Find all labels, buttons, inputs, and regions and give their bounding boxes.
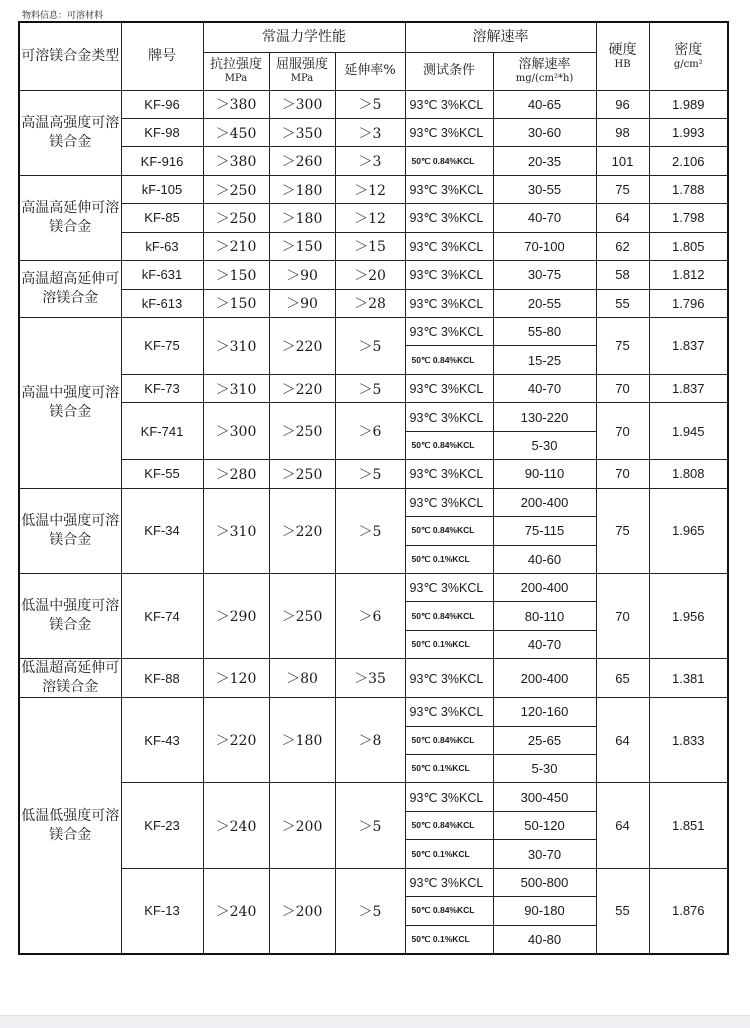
test-condition: 50℃ 0.84%KCL — [405, 602, 493, 630]
dissolution-rate: 20-35 — [493, 147, 596, 175]
elongation: ＞5 — [335, 783, 405, 868]
density-value: 1.989 — [649, 90, 728, 118]
alloy-grade: KF-74 — [121, 573, 203, 658]
density-value: 1.788 — [649, 175, 728, 203]
elongation: ＞28 — [335, 289, 405, 317]
alloy-category: 低温中强度可溶镁合金 — [19, 488, 121, 573]
elongation: ＞5 — [335, 90, 405, 118]
test-condition: 93℃ 3%KCL — [405, 90, 493, 118]
table-row — [19, 289, 728, 317]
hardness-value: 75 — [596, 175, 649, 203]
header-dissolution-rate: 溶解速率 mg/(cm²*h) — [493, 52, 596, 90]
test-condition: 93℃ 3%KCL — [405, 488, 493, 516]
test-condition: 50℃ 0.84%KCL — [405, 431, 493, 459]
header-density: 密度 g/cm² — [649, 22, 728, 90]
hardness-value: 64 — [596, 204, 649, 232]
alloy-grade: KF-85 — [121, 204, 203, 232]
tensile-strength: ＞280 — [203, 460, 269, 488]
dissolution-rate: 200-400 — [493, 573, 596, 601]
dissolution-rate: 500-800 — [493, 868, 596, 896]
table-body — [19, 90, 728, 954]
header-mechanical-group: 常温力学性能 — [203, 22, 405, 52]
test-condition: 50℃ 0.84%KCL — [405, 346, 493, 374]
test-condition: 93℃ 3%KCL — [405, 318, 493, 346]
dissolution-rate: 200-400 — [493, 488, 596, 516]
alloy-grade: KF-73 — [121, 374, 203, 402]
hardness-value: 64 — [596, 783, 649, 868]
hardness-value: 70 — [596, 374, 649, 402]
elongation: ＞15 — [335, 232, 405, 260]
dissolution-rate: 75-115 — [493, 517, 596, 545]
test-condition: 93℃ 3%KCL — [405, 232, 493, 260]
dissolution-rate: 50-120 — [493, 811, 596, 839]
elongation: ＞12 — [335, 204, 405, 232]
yield-strength: ＞250 — [269, 573, 335, 658]
density-value: 1.812 — [649, 261, 728, 289]
dissolution-rate: 5-30 — [493, 754, 596, 782]
test-condition: 93℃ 3%KCL — [405, 118, 493, 146]
alloy-grade: KF-55 — [121, 460, 203, 488]
table-row — [19, 118, 728, 146]
tensile-strength: ＞450 — [203, 118, 269, 146]
alloy-grade: KF-13 — [121, 868, 203, 954]
density-value: 1.956 — [649, 573, 728, 658]
test-condition: 50℃ 0.1%KCL — [405, 545, 493, 573]
tensile-strength: ＞120 — [203, 659, 269, 698]
alloy-grade: kF-105 — [121, 175, 203, 203]
test-condition: 50℃ 0.1%KCL — [405, 840, 493, 868]
dissolution-rate: 80-110 — [493, 602, 596, 630]
tensile-strength: ＞300 — [203, 403, 269, 460]
dissolution-rate: 30-70 — [493, 840, 596, 868]
table-row — [19, 460, 728, 488]
test-condition: 93℃ 3%KCL — [405, 175, 493, 203]
dissolution-rate: 30-60 — [493, 118, 596, 146]
dissolution-rate: 15-25 — [493, 346, 596, 374]
density-value: 1.837 — [649, 318, 728, 375]
table-row — [19, 698, 728, 726]
table-row — [19, 90, 728, 118]
density-value: 1.993 — [649, 118, 728, 146]
alloy-category: 低温超高延伸可溶镁合金 — [19, 659, 121, 698]
alloy-category: 高温高强度可溶镁合金 — [19, 90, 121, 175]
table-row — [19, 318, 728, 346]
dissolution-rate: 300-450 — [493, 783, 596, 811]
dissolution-rate: 90-110 — [493, 460, 596, 488]
alloy-grade: KF-916 — [121, 147, 203, 175]
table-row — [19, 868, 728, 896]
test-condition: 93℃ 3%KCL — [405, 261, 493, 289]
density-value: 1.833 — [649, 698, 728, 783]
hardness-value: 101 — [596, 147, 649, 175]
header-test-condition: 测试条件 — [405, 52, 493, 90]
dissolution-rate: 40-65 — [493, 90, 596, 118]
tensile-strength: ＞310 — [203, 374, 269, 402]
hardness-value: 70 — [596, 573, 649, 658]
alloy-spec-table — [18, 21, 729, 955]
elongation: ＞5 — [335, 374, 405, 402]
header-yield: 屈服强度 MPa — [269, 52, 335, 90]
test-condition: 93℃ 3%KCL — [405, 204, 493, 232]
alloy-grade: KF-23 — [121, 783, 203, 868]
test-condition: 50℃ 0.84%KCL — [405, 811, 493, 839]
alloy-grade: KF-98 — [121, 118, 203, 146]
test-condition: 50℃ 0.84%KCL — [405, 517, 493, 545]
density-value: 1.837 — [649, 374, 728, 402]
hardness-value: 58 — [596, 261, 649, 289]
table-row — [19, 147, 728, 175]
table-row — [19, 175, 728, 203]
alloy-grade: kF-613 — [121, 289, 203, 317]
elongation: ＞3 — [335, 118, 405, 146]
hardness-value: 98 — [596, 118, 649, 146]
dissolution-rate: 25-65 — [493, 726, 596, 754]
density-value: 1.798 — [649, 204, 728, 232]
yield-strength: ＞90 — [269, 261, 335, 289]
test-condition: 93℃ 3%KCL — [405, 374, 493, 402]
table-row — [19, 403, 728, 431]
hardness-value: 65 — [596, 659, 649, 698]
dissolution-rate: 20-55 — [493, 289, 596, 317]
table-row — [19, 232, 728, 260]
hardness-value: 64 — [596, 698, 649, 783]
hardness-value: 55 — [596, 289, 649, 317]
hardness-value: 70 — [596, 403, 649, 460]
table-row — [19, 374, 728, 402]
dissolution-rate: 30-55 — [493, 175, 596, 203]
hardness-value: 75 — [596, 488, 649, 573]
table-row — [19, 261, 728, 289]
density-value: 1.965 — [649, 488, 728, 573]
density-value: 1.805 — [649, 232, 728, 260]
test-condition: 50℃ 0.84%KCL — [405, 147, 493, 175]
table-header — [19, 22, 728, 90]
tensile-strength: ＞290 — [203, 573, 269, 658]
table-row — [19, 573, 728, 601]
test-condition: 93℃ 3%KCL — [405, 289, 493, 317]
header-dissolution-group: 溶解速率 — [405, 22, 596, 52]
alloy-category: 高温超高延伸可溶镁合金 — [19, 261, 121, 318]
test-condition: 93℃ 3%KCL — [405, 659, 493, 698]
tensile-strength: ＞310 — [203, 318, 269, 375]
tensile-strength: ＞310 — [203, 488, 269, 573]
header-grade: 牌号 — [121, 22, 203, 90]
density-value: 1.876 — [649, 868, 728, 954]
yield-strength: ＞250 — [269, 460, 335, 488]
alloy-grade: kF-63 — [121, 232, 203, 260]
dissolution-rate: 40-70 — [493, 630, 596, 658]
elongation: ＞5 — [335, 868, 405, 954]
alloy-grade: KF-88 — [121, 659, 203, 698]
elongation: ＞8 — [335, 698, 405, 783]
dissolution-rate: 40-70 — [493, 374, 596, 402]
tensile-strength: ＞240 — [203, 868, 269, 954]
density-value: 1.945 — [649, 403, 728, 460]
table-row — [19, 204, 728, 232]
header-hardness: 硬度 HB — [596, 22, 649, 90]
elongation: ＞5 — [335, 318, 405, 375]
alloy-category: 高温中强度可溶镁合金 — [19, 318, 121, 489]
yield-strength: ＞220 — [269, 374, 335, 402]
hardness-value: 75 — [596, 318, 649, 375]
hardness-value: 70 — [596, 460, 649, 488]
elongation: ＞6 — [335, 403, 405, 460]
header-category: 可溶镁合金类型 — [19, 22, 121, 90]
yield-strength: ＞220 — [269, 488, 335, 573]
tensile-strength: ＞380 — [203, 147, 269, 175]
test-condition: 50℃ 0.1%KCL — [405, 630, 493, 658]
alloy-grade: kF-631 — [121, 261, 203, 289]
yield-strength: ＞260 — [269, 147, 335, 175]
dissolution-rate: 70-100 — [493, 232, 596, 260]
test-condition: 50℃ 0.1%KCL — [405, 925, 493, 954]
tensile-strength: ＞380 — [203, 90, 269, 118]
tensile-strength: ＞250 — [203, 175, 269, 203]
tensile-strength: ＞150 — [203, 261, 269, 289]
density-value: 2.106 — [649, 147, 728, 175]
dissolution-rate: 5-30 — [493, 431, 596, 459]
test-condition: 93℃ 3%KCL — [405, 460, 493, 488]
yield-strength: ＞350 — [269, 118, 335, 146]
elongation: ＞5 — [335, 460, 405, 488]
yield-strength: ＞250 — [269, 403, 335, 460]
test-condition: 50℃ 0.84%KCL — [405, 726, 493, 754]
tensile-strength: ＞250 — [203, 204, 269, 232]
density-value: 1.851 — [649, 783, 728, 868]
hardness-value: 62 — [596, 232, 649, 260]
yield-strength: ＞150 — [269, 232, 335, 260]
table-row — [19, 659, 728, 698]
yield-strength: ＞200 — [269, 783, 335, 868]
header-elongation: 延伸率% — [335, 52, 405, 90]
dissolution-rate: 40-80 — [493, 925, 596, 954]
table-row — [19, 488, 728, 516]
alloy-grade: KF-96 — [121, 90, 203, 118]
yield-strength: ＞220 — [269, 318, 335, 375]
tensile-strength: ＞240 — [203, 783, 269, 868]
dissolution-rate: 90-180 — [493, 897, 596, 925]
test-condition: 50℃ 0.84%KCL — [405, 897, 493, 925]
dissolution-rate: 130-220 — [493, 403, 596, 431]
alloy-category: 高温高延伸可溶镁合金 — [19, 175, 121, 260]
test-condition: 93℃ 3%KCL — [405, 698, 493, 726]
yield-strength: ＞90 — [269, 289, 335, 317]
dissolution-rate: 30-75 — [493, 261, 596, 289]
alloy-grade: KF-34 — [121, 488, 203, 573]
elongation: ＞35 — [335, 659, 405, 698]
dissolution-rate: 120-160 — [493, 698, 596, 726]
bottom-bar — [0, 1015, 750, 1028]
test-condition: 93℃ 3%KCL — [405, 403, 493, 431]
dissolution-rate: 40-60 — [493, 545, 596, 573]
alloy-category: 低温中强度可溶镁合金 — [19, 573, 121, 658]
elongation: ＞5 — [335, 488, 405, 573]
header-tensile: 抗拉强度 MPa — [203, 52, 269, 90]
density-value: 1.796 — [649, 289, 728, 317]
hardness-value: 96 — [596, 90, 649, 118]
dissolution-rate: 200-400 — [493, 659, 596, 698]
tensile-strength: ＞210 — [203, 232, 269, 260]
alloy-grade: KF-741 — [121, 403, 203, 460]
test-condition: 93℃ 3%KCL — [405, 868, 493, 896]
test-condition: 93℃ 3%KCL — [405, 573, 493, 601]
yield-strength: ＞180 — [269, 175, 335, 203]
test-condition: 50℃ 0.1%KCL — [405, 754, 493, 782]
table-row — [19, 783, 728, 811]
elongation: ＞3 — [335, 147, 405, 175]
elongation: ＞6 — [335, 573, 405, 658]
yield-strength: ＞80 — [269, 659, 335, 698]
alloy-grade: KF-43 — [121, 698, 203, 783]
elongation: ＞12 — [335, 175, 405, 203]
elongation: ＞20 — [335, 261, 405, 289]
yield-strength: ＞300 — [269, 90, 335, 118]
dissolution-rate: 55-80 — [493, 318, 596, 346]
tensile-strength: ＞150 — [203, 289, 269, 317]
yield-strength: ＞180 — [269, 698, 335, 783]
alloy-category: 低温低强度可溶镁合金 — [19, 698, 121, 954]
alloy-grade: KF-75 — [121, 318, 203, 375]
density-value: 1.381 — [649, 659, 728, 698]
test-condition: 93℃ 3%KCL — [405, 783, 493, 811]
yield-strength: ＞200 — [269, 868, 335, 954]
yield-strength: ＞180 — [269, 204, 335, 232]
density-value: 1.808 — [649, 460, 728, 488]
dissolution-rate: 40-70 — [493, 204, 596, 232]
hardness-value: 55 — [596, 868, 649, 954]
page-caption: 物料信息：可溶材料 — [22, 11, 104, 21]
tensile-strength: ＞220 — [203, 698, 269, 783]
